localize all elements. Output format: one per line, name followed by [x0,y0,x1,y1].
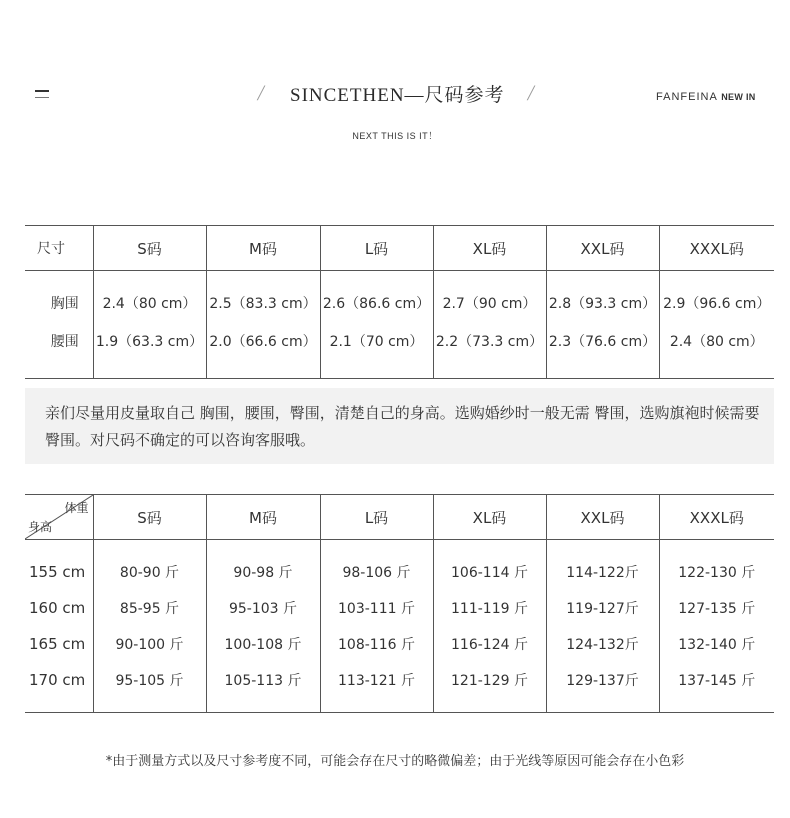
brand-name: FANFEINA [656,91,718,103]
size-header: XXL码 [546,226,659,271]
table-cell: 85-95 斤 [93,590,206,626]
table-cell: 2.5（83.3 cm） [206,271,320,323]
table-cell: 2.1（70 cm） [320,322,433,379]
table-row [25,662,774,713]
table-cell: 2.2（73.3 cm） [433,322,546,379]
table-cell: 2.4（80 cm） [93,271,206,323]
table-cell: 90-100 斤 [93,626,206,662]
table-cell: 129-137斤 [546,662,659,713]
corner-diagonal-cell [25,495,93,540]
table-cell: 103-111 斤 [320,590,433,626]
table-cell: 2.9（96.6 cm） [663,296,771,312]
new-in-badge: NEW IN [721,92,756,102]
height-weight-table [25,494,774,713]
size-header: XL码 [433,226,546,271]
table-cell: 2.3（76.6 cm） [546,322,659,379]
table-cell: 100-108 斤 [206,626,320,662]
table-row [25,322,774,379]
table-cell: 122-130 斤 [678,565,756,581]
table-row [25,540,774,591]
row-label: 腰围 [25,322,93,379]
size-header: S码 [93,495,206,540]
table-cell: 106-114 斤 [433,540,546,591]
corner-height-label: 身高 [28,520,53,534]
divider-slash-right: / [525,80,537,105]
table-cell: 80-90 斤 [93,540,206,591]
row-label: 160 cm [25,590,93,626]
table-cell: 113-121 斤 [320,662,433,713]
table-cell: 124-132斤 [546,626,659,662]
measurement-table [25,225,774,379]
row-label: 155 cm [25,540,93,591]
table-cell: 119-127斤 [546,590,659,626]
table-cell: 2.0（66.6 cm） [206,322,320,379]
table-cell: 114-122斤 [546,540,659,591]
page-title: SINCETHEN—尺码参考 [290,85,505,106]
size-note-box [25,388,774,464]
table-cell: 137-145 斤 [678,673,756,689]
table-cell: 116-124 斤 [433,626,546,662]
size-header: L码 [320,495,433,540]
page-subtitle: NEXT THIS IS IT！ [352,131,438,141]
size-header: M码 [206,495,320,540]
size-header: XXXL码 [659,495,774,540]
size-note-text: 亲们尽量用皮量取自己 胸围，腰围，臀围，清楚自己的身高。选购婚纱时一般无需 臀围，选购旗袍时候需要臀围。对尺码不确定的可以咨询客服哦。 [45,404,760,449]
table-cell: 2.4（80 cm） [669,334,764,350]
table-cell: 95-105 斤 [93,662,206,713]
table-cell: 98-106 斤 [320,540,433,591]
table-cell: 2.8（93.3 cm） [546,271,659,323]
table-cell: 1.9（63.3 cm） [93,322,206,379]
brand-right[interactable] [656,91,756,103]
row-label: 170 cm [25,662,93,713]
table-cell: 111-119 斤 [433,590,546,626]
disclaimer-footnote: *由于测量方式以及尺寸参考度不同，可能会存在尺寸的略微偏差；由于光线等原因可能会存在小色彩 [105,754,685,769]
table-header-row [25,495,774,540]
divider-slash-left: / [255,80,267,105]
table-header-row [25,226,774,271]
size-header: XL码 [433,495,546,540]
table-cell: 127-135 斤 [678,601,756,617]
size-header: M码 [206,226,320,271]
size-header: XXL码 [546,495,659,540]
size-header: S码 [93,226,206,271]
size-header: XXXL码 [659,226,774,271]
row-label: 胸围 [25,271,93,323]
corner-label: 尺寸 [25,226,93,271]
corner-weight-label: 体重 [64,501,89,515]
table-cell: 95-103 斤 [206,590,320,626]
table-cell: 90-98 斤 [206,540,320,591]
row-label: 165 cm [25,626,93,662]
size-header: L码 [320,226,433,271]
table-cell: 2.6（86.6 cm） [320,271,433,323]
table-cell: 105-113 斤 [206,662,320,713]
menu-icon[interactable] [35,88,49,102]
table-row [25,271,774,323]
table-cell: 132-140 斤 [678,637,756,653]
table-cell: 108-116 斤 [320,626,433,662]
table-cell: 121-129 斤 [433,662,546,713]
table-row [25,590,774,626]
table-cell: 2.7（90 cm） [433,271,546,323]
table-row [25,626,774,662]
